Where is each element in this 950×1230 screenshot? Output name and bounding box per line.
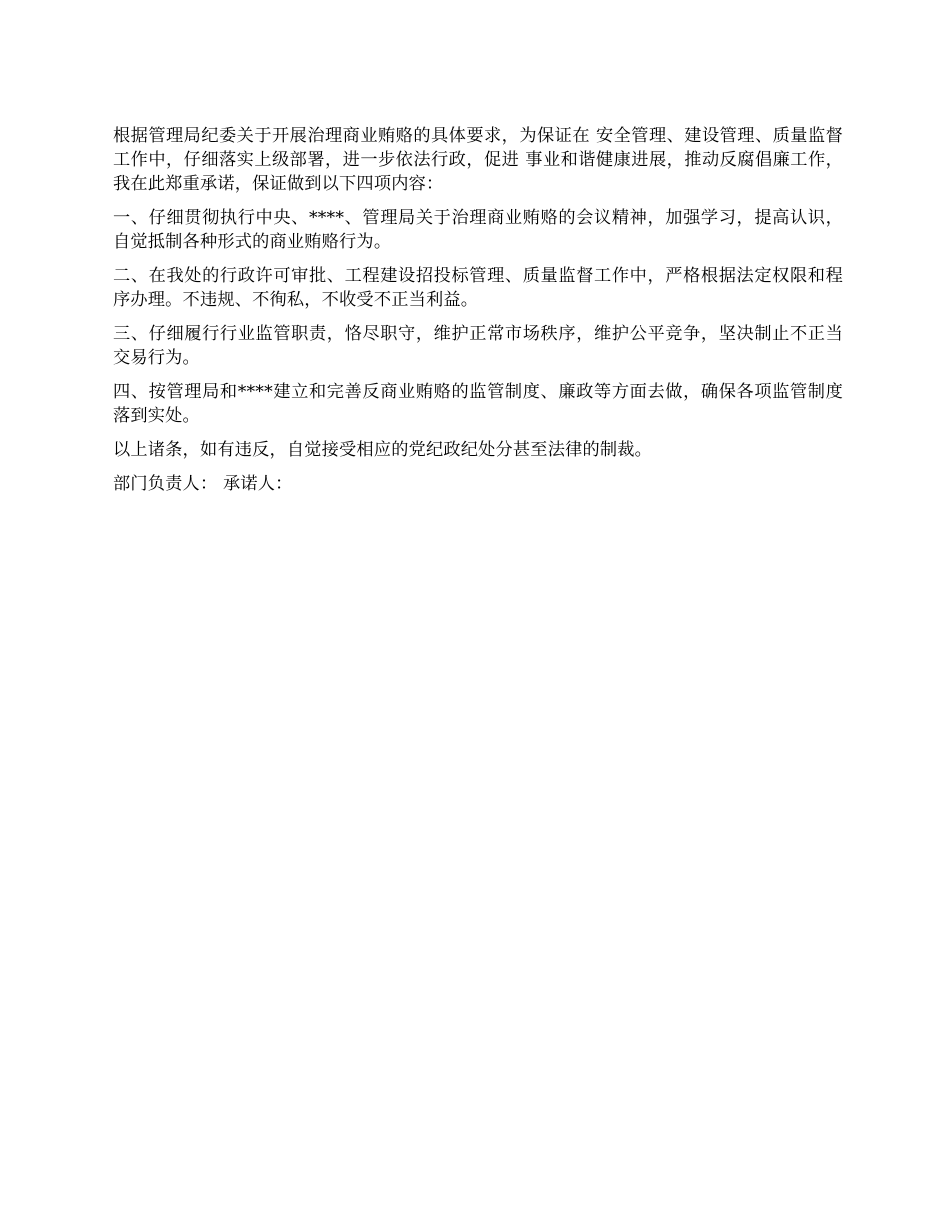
commitment-item-2: 二、在我处的行政许可审批、工程建设招投标管理、质量监督工作中，严格根据法定权限和程序办理。不违规、不徇私，不收受不正当利益。 (113, 266, 843, 310)
closing-statement: 以上诸条，如有违反，自觉接受相应的党纪政纪处分甚至法律的制裁。 (113, 440, 653, 460)
commitment-item-1: 一、仔细贯彻执行中央、****、管理局关于治理商业贿赂的会议精神，加强学习，提高认识，自觉抵制各种形式的商业贿赂行为。 (113, 208, 843, 252)
signature-line: 部门负责人： 承诺人： (113, 474, 293, 494)
document-body (113, 124, 843, 506)
intro-paragraph: 根据管理局纪委关于开展治理商业贿赂的具体要求，为保证在 安全管理、建设管理、质量监督工作中，仔细落实上级部署，进一步依法行政，促进 事业和谐健康进展，推动反腐倡廉工作，我在此郑重承诺，保证做到以下四项内容： (113, 126, 843, 194)
commitment-item-3: 三、仔细履行行业监管职责，恪尽职守，维护正常市场秩序，维护公平竞争，坚决制止不正当交易行为。 (113, 324, 843, 368)
commitment-item-4: 四、按管理局和****建立和完善反商业贿赂的监管制度、廉政等方面去做，确保各项监管制度落到实处。 (113, 382, 843, 426)
